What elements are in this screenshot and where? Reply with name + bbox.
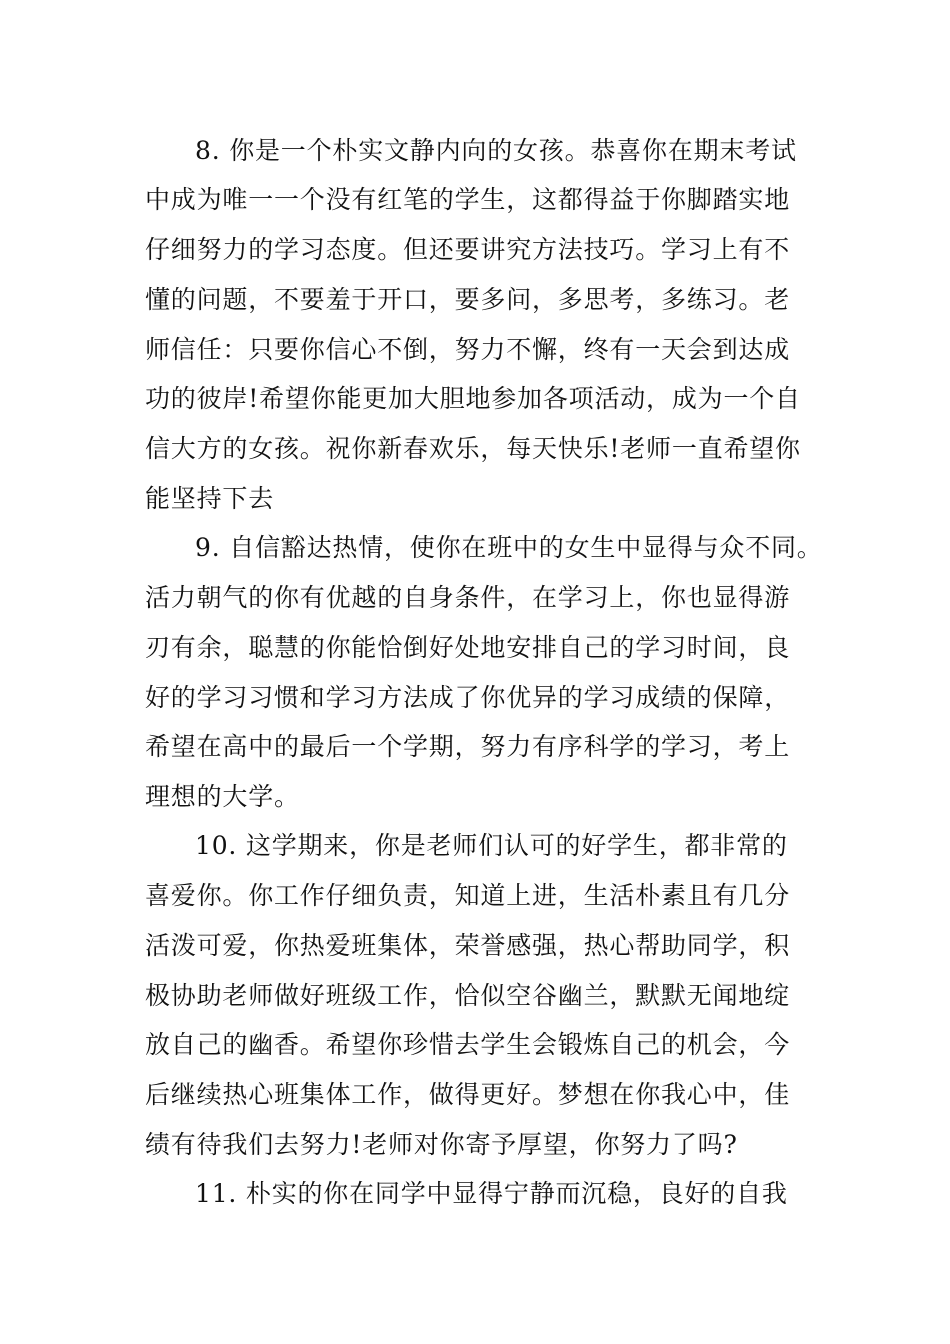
paragraph-10-line-5: 放自己的幽香。希望你珍惜去学生会锻炼自己的机会，今 <box>145 1030 791 1059</box>
paragraph-10-line-1: 10. 这学期来，你是老师们认可的好学生，都非常的 <box>195 831 788 860</box>
paragraph-8-line-5: 师信任：只要你信心不倒，努力不懈，终有一天会到达成 <box>145 335 791 364</box>
paragraph-8-line-1: 8. 你是一个朴实文静内向的女孩。恭喜你在期末考试 <box>195 136 797 165</box>
paragraph-8-line-2: 中成为唯一一个没有红笔的学生，这都得益于你脚踏实地 <box>145 185 791 214</box>
paragraph-8-line-3: 仔细努力的学习态度。但还要讲究方法技巧。学习上有不 <box>145 235 791 264</box>
paragraph-10-line-2: 喜爱你。你工作仔细负责，知道上进，生活朴素且有几分 <box>145 881 791 910</box>
paragraph-9-line-1: 9. 自信豁达热情，使你在班中的女生中显得与众不同。 <box>195 533 823 562</box>
paragraph-10-line-4: 极协助老师做好班级工作，恰似空谷幽兰，默默无闻地绽 <box>145 981 791 1010</box>
paragraph-10-line-3: 活泼可爱，你热爱班集体，荣誉感强，热心帮助同学，积 <box>145 931 791 960</box>
paragraph-9-line-2: 活力朝气的你有优越的自身条件，在学习上，你也显得游 <box>145 583 791 612</box>
paragraph-8-line-4: 懂的问题，不要羞于开口，要多问，多思考，多练习。老 <box>145 285 791 314</box>
paragraph-8-line-8: 能坚持下去 <box>145 484 275 513</box>
paragraph-9-line-6: 理想的大学。 <box>145 782 300 811</box>
paragraph-9-line-4: 好的学习习惯和学习方法成了你优异的学习成绩的保障， <box>145 683 791 712</box>
paragraph-8-line-6: 功的彼岸!希望你能更加大胆地参加各项活动，成为一个自 <box>145 384 801 413</box>
paragraph-11-line-1: 11. 朴实的你在同学中显得宁静而沉稳，良好的自我 <box>195 1179 788 1208</box>
paragraph-10-line-7: 绩有待我们去努力!老师对你寄予厚望，你努力了吗? <box>145 1130 738 1159</box>
paragraph-10-line-6: 后继续热心班集体工作，做得更好。梦想在你我心中，佳 <box>145 1080 791 1109</box>
paragraph-8-line-7: 信大方的女孩。祝你新春欢乐，每天快乐!老师一直希望你 <box>145 434 801 463</box>
paragraph-9-line-3: 刃有余，聪慧的你能恰倒好处地安排自己的学习时间，良 <box>145 633 791 662</box>
paragraph-9-line-5: 希望在高中的最后一个学期，努力有序科学的学习，考上 <box>145 732 791 761</box>
